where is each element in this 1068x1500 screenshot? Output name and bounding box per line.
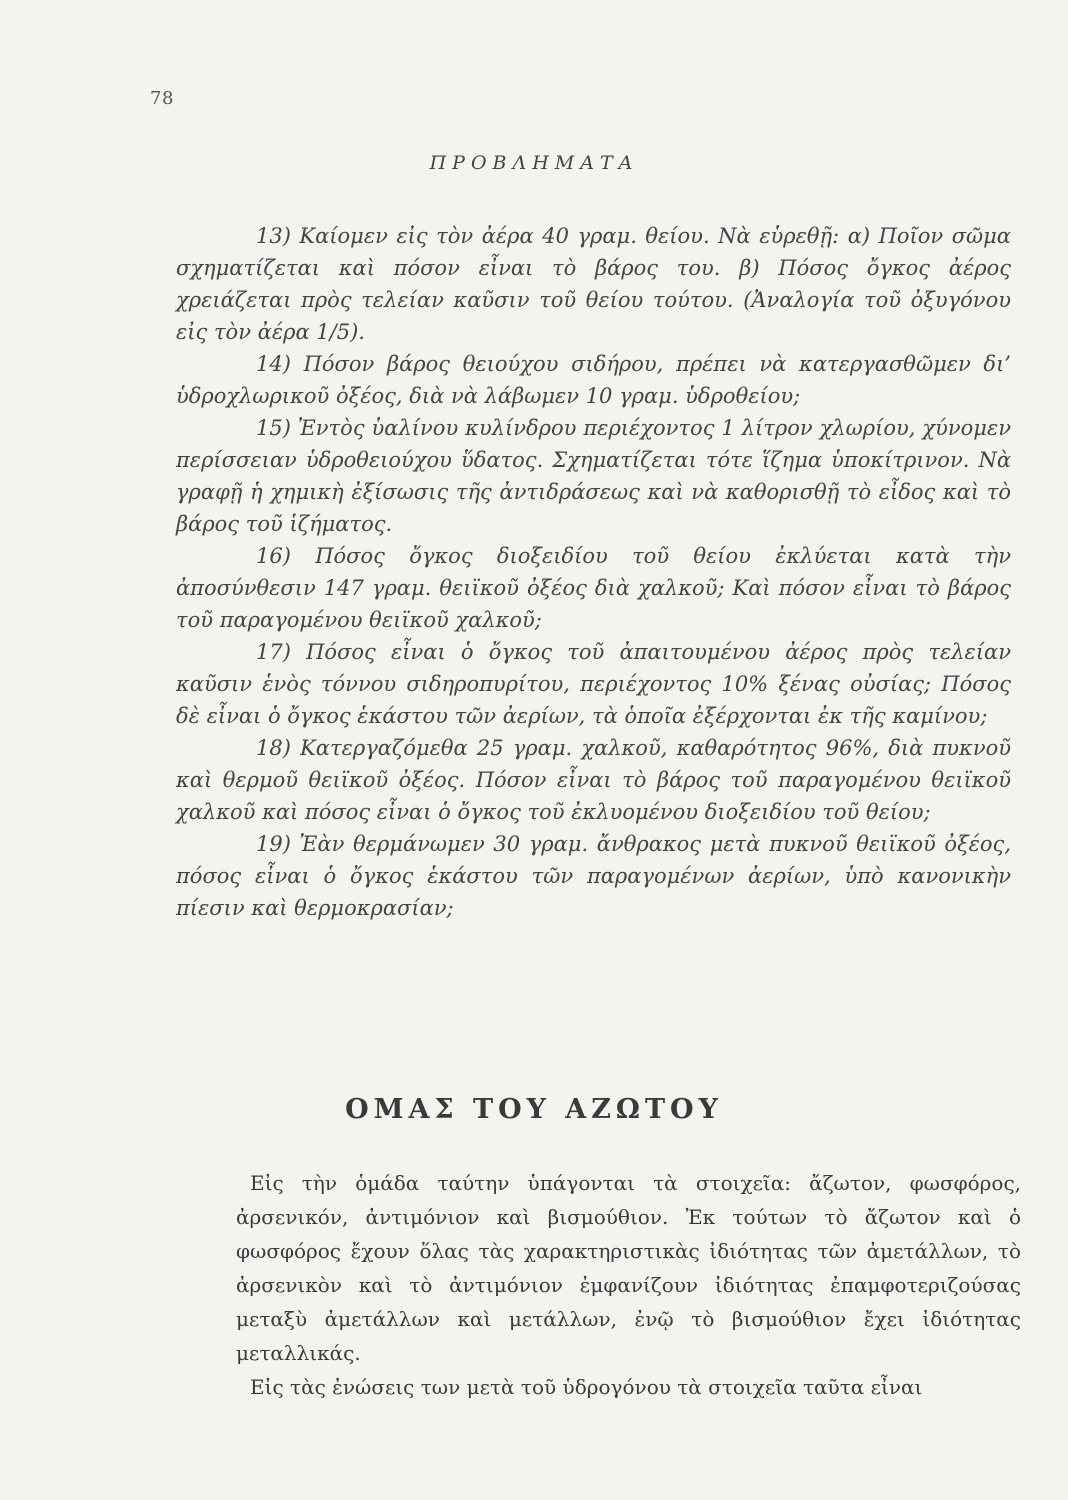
problem-17: 17) Πόσος εἶναι ὁ ὄγκος τοῦ ἀπαιτουμένου ἀέρος πρὸς τελείαν καῦσιν ἑνὸς τόννου σιδηροπυρίτου, περιέχοντος 10% ξένας οὐσίας; Πόσος δὲ εἶναι ὁ ὄγκος ἑκάστου τῶν ἀερίων, τὰ ὁποῖα ἐξέρχονται ἐκ τῆς καμίνου; xyxy=(176,640,1011,728)
problem-13: 13) Καίομεν εἰς τὸν ἀέρα 40 γραμ. θείου. Νὰ εὑρεθῇ: α) Ποῖον σῶμα σχηματίζεται καὶ πόσον εἶναι τὸ βάρος του. β) Πόσος ὄγκος ἀέρος χρειάζεται πρὸς τελείαν καῦσιν τοῦ θείου τούτου. (Ἀναλογία τοῦ ὀξυγόνου εἰς τὸν ἀέρα 1/5). xyxy=(176,224,1011,344)
problems-heading: ΠΡΟΒΛΗΜΑΤΑ xyxy=(429,152,639,174)
problem-15: 15) Ἐντὸς ὑαλίνου κυλίνδρου περιέχοντος 1 λίτρον χλωρίου, χύνομεν περίσσειαν ὑδροθειούχου ὕδατος. Σχηματίζεται τότε ἵζημα ὑποκίτρινον. Νὰ γραφῇ ἡ χημικὴ ἐξίσωσις τῆς ἀντιδράσεως καὶ νὰ καθορισθῇ τὸ εἶδος καὶ τὸ βάρος τοῦ ἱζήματος. xyxy=(176,416,1011,536)
paragraph-2: Εἰς τὰς ἐνώσεις των μετὰ τοῦ ὑδρογόνου τὰ στοιχεῖα ταῦτα εἶναι xyxy=(250,1375,923,1399)
page-number: 78 xyxy=(150,88,174,109)
paragraph-1: Εἰς τὴν ὁμάδα ταύτην ὑπάγονται τὰ στοιχεῖα: ἄζωτον, φωσφόρος, ἀρσενικόν, ἀντιμόνιον καὶ βισμούθιον. Ἐκ τούτων τὸ ἄζωτον καὶ ὁ φωσφόρος ἔχουν ὅλας τὰς χαρακτηριστικὰς ἰδιότητας τῶν ἀμετάλλων, τὸ ἀρσενικὸν καὶ τὸ ἀντιμόνιον ἐμφανίζουν ἰδιότητας ἐπαμφοτεριζούσας μεταξὺ ἀμετάλλων καὶ μετάλλων, ἐνῷ τὸ βισμούθιον ἔχει ἰδιότητας μεταλλικάς. xyxy=(236,1171,1021,1365)
problems-list xyxy=(176,220,1011,924)
problem-18: 18) Κατεργαζόμεθα 25 γραμ. χαλκοῦ, καθαρότητος 96%, διὰ πυκνοῦ καὶ θερμοῦ θειϊκοῦ ὀξέος. Πόσον εἶναι τὸ βάρος τοῦ παραγομένου θειϊκοῦ χαλκοῦ καὶ πόσος εἶναι ὁ ὄγκος τοῦ ἐκλυομένου διοξειδίου τοῦ θείου; xyxy=(176,736,1011,824)
problem-16: 16) Πόσος ὄγκος διοξειδίου τοῦ θείου ἐκλύεται κατὰ τὴν ἀποσύνθεσιν 147 γραμ. θειϊκοῦ ὀξέος διὰ χαλκοῦ; Καὶ πόσον εἶναι τὸ βάρος τοῦ παραγομένου θειϊκοῦ χαλκοῦ; xyxy=(176,544,1011,632)
body-text xyxy=(236,1166,1021,1404)
section-title: ΟΜΑΣ ΤΟΥ ΑΖΩΤΟΥ xyxy=(345,1094,723,1125)
problem-19: 19) Ἐὰν θερμάνωμεν 30 γραμ. ἄνθρακος μετὰ πυκνοῦ θειϊκοῦ ὀξέος, πόσος εἶναι ὁ ὄγκος ἑκάστου τῶν παραγομένων ἀερίων, ὑπὸ κανονικὴν πίεσιν καὶ θερμοκρασίαν; xyxy=(176,832,1011,920)
problem-14: 14) Πόσον βάρος θειούχου σιδήρου, πρέπει νὰ κατεργασθῶμεν δι’ ὑδροχλωρικοῦ ὀξέος, διὰ νὰ λάβωμεν 10 γραμ. ὑδροθείου; xyxy=(176,352,1011,408)
